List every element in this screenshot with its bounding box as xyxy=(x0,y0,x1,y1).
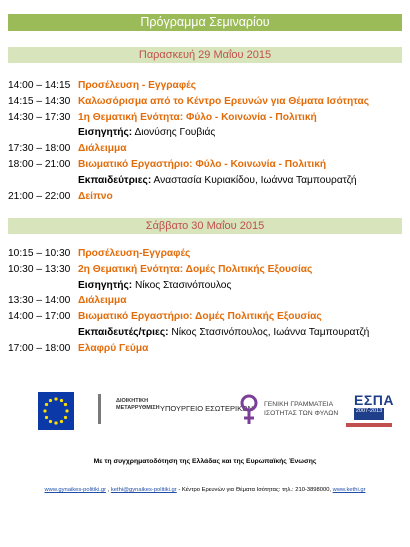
speaker-line xyxy=(78,278,231,294)
session-title: Διάλειμμα xyxy=(78,143,127,155)
schedule-row xyxy=(8,341,402,357)
time-slot: 14:30 – 17:30 xyxy=(8,111,71,123)
cofunding-note: Με τη συγχρηματοδότηση της Ελλάδας και της Ευρωπαϊκής Ένωσης xyxy=(93,458,317,465)
speaker-label: Εισηγητής: xyxy=(78,127,133,139)
schedule-row xyxy=(8,141,402,157)
time-slot: 10:30 – 13:30 xyxy=(8,263,71,275)
gender-equality-text xyxy=(264,400,338,418)
email-link[interactable]: kethi@gynaikes-politiki.gr xyxy=(110,487,177,493)
espa-years: 2007-2013 xyxy=(354,408,384,420)
logo-text-line: ΔΙΟΙΚΗΤΙΚΗ xyxy=(116,398,149,404)
session-title: Ελαφρύ Γεύμα xyxy=(78,342,149,354)
sponsor-logos xyxy=(38,392,393,438)
session-title: Δείπνο xyxy=(78,190,113,202)
speaker-line xyxy=(78,125,215,141)
session-title: Προσέλευση-Εγγραφές xyxy=(78,248,191,259)
separator-text: , xyxy=(106,487,111,493)
schedule-friday xyxy=(8,78,402,204)
time-slot: 18:00 – 21:00 xyxy=(8,158,71,170)
schedule-row xyxy=(8,125,402,141)
session-title: Προσέλευση - Εγγραφές xyxy=(78,80,196,91)
logo-text-line: ΙΣΟΤΗΤΑΣ ΤΩΝ ΦΥΛΩΝ xyxy=(264,410,339,417)
session-title: Διάλειμμα xyxy=(78,295,127,307)
eu-flag-icon xyxy=(38,392,74,430)
speaker-label: Εισηγητής: xyxy=(78,279,133,291)
speaker-line xyxy=(78,173,357,189)
session-title: Βιωματικό Εργαστήριο: Δομές Πολιτικής Εξουσίας xyxy=(78,311,322,323)
schedule-row xyxy=(8,78,402,94)
schedule-row xyxy=(8,173,402,189)
speaker-names: Διονύσης Γουβιάς xyxy=(132,127,216,139)
time-slot: 14:15 – 14:30 xyxy=(8,95,71,107)
schedule-row xyxy=(8,110,402,126)
time-slot: 14:00 – 14:15 xyxy=(8,80,71,91)
kethi-link[interactable]: www.kethi.gr xyxy=(332,487,366,493)
schedule-row xyxy=(8,262,402,278)
schedule-row xyxy=(8,293,402,309)
espa-logo xyxy=(346,392,392,434)
column-icon xyxy=(98,394,115,424)
schedule-row xyxy=(8,246,402,262)
day-heading-friday xyxy=(8,47,402,63)
speaker-label: Εκπαιδευτές/τριες: xyxy=(78,326,169,338)
gender-equality-logo xyxy=(238,392,348,432)
administrative-reform-logo xyxy=(94,392,166,432)
espa-strip xyxy=(346,423,392,427)
speaker-label: Εκπαιδεύτριες: xyxy=(78,174,152,186)
espa-word: ΕΣΠΑ xyxy=(354,392,394,408)
schedule-row xyxy=(8,278,402,294)
program-title: Πρόγραμμα Σεμιναρίου xyxy=(140,15,270,29)
logo-text-line: ΜΕΤΑΡΡΥΘΜΙΣΗ xyxy=(116,405,160,411)
time-slot: 17:00 – 18:00 xyxy=(8,342,71,354)
speaker-names: Αναστασία Κυριακίδου, Ιωάννα Ταμπουρατζή xyxy=(151,174,357,186)
schedule-row xyxy=(8,94,402,110)
day-heading-text: Σάββατο 30 Μαΐου 2015 xyxy=(145,220,265,232)
schedule-row xyxy=(8,325,402,341)
session-title: Καλωσόρισμα από το Κέντρο Ερευνών για Θέματα Ισότητας xyxy=(78,95,370,107)
schedule-row xyxy=(8,189,402,205)
time-slot xyxy=(8,125,78,141)
website-link[interactable]: www.gynaikes-politiki.gr xyxy=(44,487,107,493)
time-slot xyxy=(8,278,78,294)
schedule-row xyxy=(8,157,402,173)
time-slot: 17:30 – 18:00 xyxy=(8,143,71,155)
time-slot xyxy=(8,173,78,189)
administrative-reform-text xyxy=(116,398,160,412)
session-title: 1η Θεματική Ενότητα: Φύλο - Κοινωνία - Πολιτική xyxy=(78,111,317,123)
speaker-names: Νίκος Στασινόπουλος xyxy=(132,279,232,291)
time-slot: 10:15 – 10:30 xyxy=(8,248,71,259)
time-slot: 14:00 – 17:00 xyxy=(8,311,71,323)
day-heading-text: Παρασκευή 29 Μαΐου 2015 xyxy=(138,49,272,61)
logo-text-line: ΓΕΝΙΚΗ ΓΡΑΜΜΑΤΕΙΑ xyxy=(264,401,334,408)
contact-text: - Κέντρο Ερευνών για Θέματα Ισότητας: τηλ.: 210-3898000, xyxy=(176,487,333,493)
contact-line xyxy=(0,487,410,493)
time-slot xyxy=(8,325,78,341)
time-slot: 13:30 – 14:00 xyxy=(8,295,71,307)
session-title: 2η Θεματική Ενότητα: Δομές Πολιτικής Εξουσίας xyxy=(78,263,313,275)
program-banner xyxy=(8,14,402,31)
ministry-interior-logo: ΥΠΟΥΡΓΕΙΟ ΕΣΩΤΕΡΙΚΩΝ xyxy=(160,404,254,413)
schedule-row xyxy=(8,309,402,325)
speaker-names: Νίκος Στασινόπουλος, Ιωάννα Ταμπουρατζή xyxy=(168,326,370,338)
gender-symbol-icon xyxy=(238,392,260,428)
speaker-line xyxy=(78,325,369,341)
day-heading-saturday xyxy=(8,218,402,234)
schedule-saturday xyxy=(8,246,402,357)
session-title: Βιωματικό Εργαστήριο: Φύλο - Κοινωνία - Πολιτική xyxy=(78,158,327,170)
time-slot: 21:00 – 22:00 xyxy=(8,190,71,202)
